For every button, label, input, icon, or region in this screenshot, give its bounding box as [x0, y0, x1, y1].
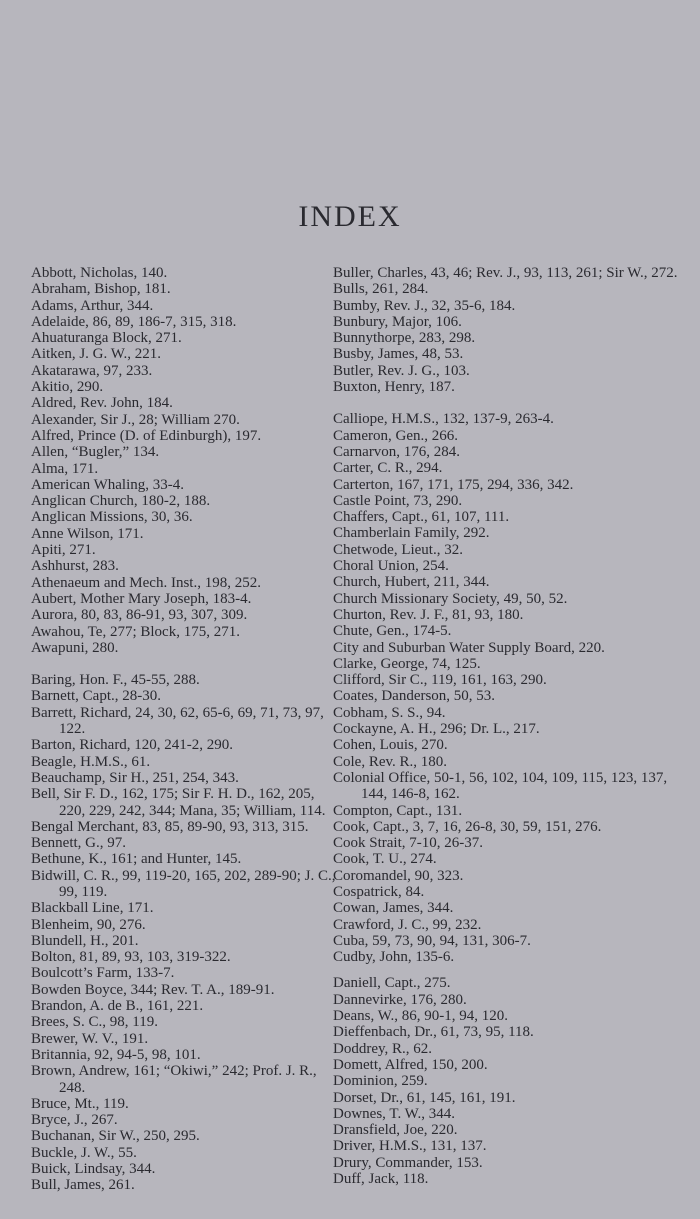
index-entry: Anglican Missions, 30, 36.	[31, 509, 193, 526]
index-entry: Butler, Rev. J. G., 103.	[333, 362, 470, 379]
index-entry: Athenaeum and Mech. Inst., 198, 252.	[31, 574, 261, 591]
index-entry: Alma, 171.	[31, 460, 99, 477]
index-entry: Beagle, H.M.S., 61.	[31, 753, 151, 770]
index-entry: Aldred, Rev. John, 184.	[31, 395, 173, 412]
index-entry: Adelaide, 86, 89, 186-7, 315, 318.	[31, 313, 237, 330]
index-entry: Cockayne, A. H., 296; Dr. L., 217.	[333, 721, 540, 738]
index-entry: Cole, Rev. R., 180.	[333, 753, 448, 770]
index-entry: Church Missionary Society, 49, 50, 52.	[333, 590, 568, 607]
index-entry: Crawford, J. C., 99, 232.	[333, 916, 482, 933]
index-entry: Buckle, J. W., 55.	[31, 1144, 137, 1161]
index-entry: Barton, Richard, 120, 241-2, 290.	[31, 737, 234, 754]
index-entry: Downes, T. W., 344.	[333, 1105, 455, 1122]
index-entry: Cook Strait, 7-10, 26-37.	[333, 835, 483, 852]
index-entry: Alfred, Prince (D. of Edinburgh), 197.	[31, 427, 262, 444]
index-entry: Domett, Alfred, 150, 200.	[333, 1056, 488, 1073]
index-entry: Chetwode, Lieut., 32.	[333, 541, 463, 558]
index-entry: Choral Union, 254.	[333, 558, 449, 575]
index-entry: Cameron, Gen., 266.	[333, 427, 458, 444]
index-entry: Carter, C. R., 294.	[333, 460, 443, 477]
index-entry: Bell, Sir F. D., 162, 175; Sir F. H. D., 162, 205, 220, 229, 242, 344; Mana, 35; William, 114.	[31, 786, 326, 819]
index-entry: Dannevirke, 176, 280.	[333, 991, 467, 1008]
index-entry: Brewer, W. V., 191.	[31, 1030, 149, 1047]
index-entry: Clarke, George, 74, 125.	[333, 655, 481, 672]
index-entry: Ahuaturanga Block, 271.	[31, 330, 182, 347]
index-entry: Cobham, S. S., 94.	[333, 704, 446, 721]
index-entry: Bolton, 81, 89, 93, 103, 319-322.	[31, 949, 231, 966]
index-entry: Anglican Church, 180-2, 188.	[31, 493, 211, 510]
index-entry: Doddrey, R., 62.	[333, 1040, 433, 1057]
index-entry: Chaffers, Capt., 61, 107, 111.	[333, 509, 510, 526]
index-entry: Akitio, 290.	[31, 379, 104, 396]
index-entry: Dominion, 259.	[333, 1073, 428, 1090]
index-entry: Buxton, Henry, 187.	[333, 379, 455, 396]
index-entry: Blenheim, 90, 276.	[31, 916, 146, 933]
index-entry: Carterton, 167, 171, 175, 294, 336, 342.	[333, 476, 574, 493]
index-entry: Bunbury, Major, 106.	[333, 313, 462, 330]
index-entry: Cudby, John, 135-6.	[333, 949, 455, 966]
index-entry: Blackball Line, 171.	[31, 900, 154, 917]
index-entry: Churton, Rev. J. F., 81, 93, 180.	[333, 606, 524, 623]
index-entry: Cohen, Louis, 270.	[333, 737, 448, 754]
index-entry: Adams, Arthur, 344.	[31, 297, 154, 314]
index-entry: Castle Point, 73, 290.	[333, 492, 463, 509]
index-entry: Dorset, Dr., 61, 145, 161, 191.	[333, 1089, 516, 1106]
index-entry: Britannia, 92, 94-5, 98, 101.	[31, 1046, 201, 1063]
index-entry: Akatarawa, 97, 233.	[31, 362, 153, 379]
index-entry: Carnarvon, 176, 284.	[333, 443, 461, 460]
index-entry: Clifford, Sir C., 119, 161, 163, 290.	[333, 672, 547, 689]
index-entry: Chute, Gen., 174-5.	[333, 623, 452, 640]
section-gap	[333, 965, 693, 975]
index-entry: Bryce, J., 267.	[31, 1112, 118, 1129]
index-entry: Bull, James, 261.	[31, 1177, 135, 1194]
index-entry: Dransfield, Joe, 220.	[333, 1122, 458, 1139]
index-entry: Bunnythorpe, 283, 298.	[333, 330, 476, 347]
index-entry: Daniell, Capt., 275.	[333, 975, 451, 992]
index-entry: Baring, Hon. F., 45-55, 288.	[31, 672, 200, 689]
index-entry: Apiti, 271.	[31, 542, 96, 559]
index-entry: Calliope, H.M.S., 132, 137-9, 263-4.	[333, 411, 554, 428]
index-entry: Cowan, James, 344.	[333, 900, 454, 917]
index-column-right	[333, 265, 693, 1187]
index-entry: Alexander, Sir J., 28; William 270.	[31, 411, 240, 428]
index-entry: Barrett, Richard, 24, 30, 62, 65-6, 69, 71, 73, 97, 122.	[31, 704, 324, 738]
index-entry: Bengal Merchant, 83, 85, 89-90, 93, 313, 315.	[31, 818, 309, 835]
section-gap	[333, 395, 693, 411]
index-entry: Bowden Boyce, 344; Rev. T. A., 189-91.	[31, 981, 275, 998]
index-entry: Bruce, Mt., 119.	[31, 1095, 129, 1112]
index-column-left	[31, 265, 341, 1194]
index-entry: Driver, H.M.S., 131, 137.	[333, 1138, 487, 1155]
index-entry: Chamberlain Family, 292.	[333, 525, 490, 542]
index-entry: Bumby, Rev. J., 32, 35-6, 184.	[333, 297, 516, 314]
index-entry: Coates, Danderson, 50, 53.	[333, 688, 496, 705]
index-entry: American Whaling, 33-4.	[31, 476, 185, 493]
index-entry: Cospatrick, 84.	[333, 883, 425, 900]
index-entry: Coromandel, 90, 323.	[333, 867, 464, 884]
index-entry: Dieffenbach, Dr., 61, 73, 95, 118.	[333, 1024, 534, 1041]
index-entry: Brown, Andrew, 161; “Okiwi,” 242; Prof. J. R., 248.	[31, 1063, 317, 1096]
index-entry: Ashhurst, 283.	[31, 558, 119, 575]
index-entry: Cuba, 59, 73, 90, 94, 131, 306-7.	[333, 932, 531, 949]
index-entry: Drury, Commander, 153.	[333, 1154, 483, 1171]
index-entry: Church, Hubert, 211, 344.	[333, 574, 490, 591]
index-entry: Brandon, A. de B., 161, 221.	[31, 998, 204, 1015]
index-entry: Awahou, Te, 277; Block, 175, 271.	[31, 623, 240, 640]
index-entry: Bulls, 261, 284.	[333, 281, 429, 298]
index-entry: Buick, Lindsay, 344.	[31, 1161, 156, 1178]
index-entry: Bennett, G., 97.	[31, 835, 126, 852]
index-entry: Bethune, K., 161; and Hunter, 145.	[31, 851, 242, 868]
index-entry: Aitken, J. G. W., 221.	[31, 346, 162, 363]
index-entry: Aubert, Mother Mary Joseph, 183-4.	[31, 590, 252, 607]
index-entry: Buller, Charles, 43, 46; Rev. J., 93, 113, 261; Sir W., 272.	[333, 265, 678, 281]
index-entry: Awapuni, 280.	[31, 639, 119, 656]
index-entry: Colonial Office, 50-1, 56, 102, 104, 109, 115, 123, 137, 144, 146-8, 162.	[333, 769, 668, 803]
index-entry: Buchanan, Sir W., 250, 295.	[31, 1128, 200, 1145]
index-entry: Busby, James, 48, 53.	[333, 346, 464, 363]
index-entry: City and Suburban Water Supply Board, 220.	[333, 639, 605, 656]
index-entry: Abbott, Nicholas, 140.	[31, 265, 168, 281]
index-entry: Allen, “Bugler,” 134.	[31, 444, 160, 461]
page-title: INDEX	[298, 200, 402, 233]
index-entry: Duff, Jack, 118.	[333, 1171, 429, 1188]
index-entry: Cook, T. U., 274.	[333, 851, 437, 868]
index-entry: Boulcott’s Farm, 133-7.	[31, 965, 175, 982]
index-entry: Barnett, Capt., 28-30.	[31, 688, 161, 705]
index-entry: Brees, S. C., 98, 119.	[31, 1014, 158, 1031]
index-entry: Aurora, 80, 83, 86-91, 93, 307, 309.	[31, 607, 248, 624]
index-entry: Anne Wilson, 171.	[31, 525, 144, 542]
index-entry: Compton, Capt., 131.	[333, 802, 463, 819]
index-entry: Bidwill, C. R., 99, 119-20, 165, 202, 289-90; J. C., 99, 119.	[31, 867, 336, 900]
index-entry: Cook, Capt., 3, 7, 16, 26-8, 30, 59, 151, 276.	[333, 818, 602, 835]
index-entry: Abraham, Bishop, 181.	[31, 281, 171, 298]
section-gap	[31, 656, 341, 672]
index-entry: Beauchamp, Sir H., 251, 254, 343.	[31, 769, 239, 786]
index-entry: Blundell, H., 201.	[31, 932, 139, 949]
index-entry: Deans, W., 86, 90-1, 94, 120.	[333, 1008, 508, 1025]
